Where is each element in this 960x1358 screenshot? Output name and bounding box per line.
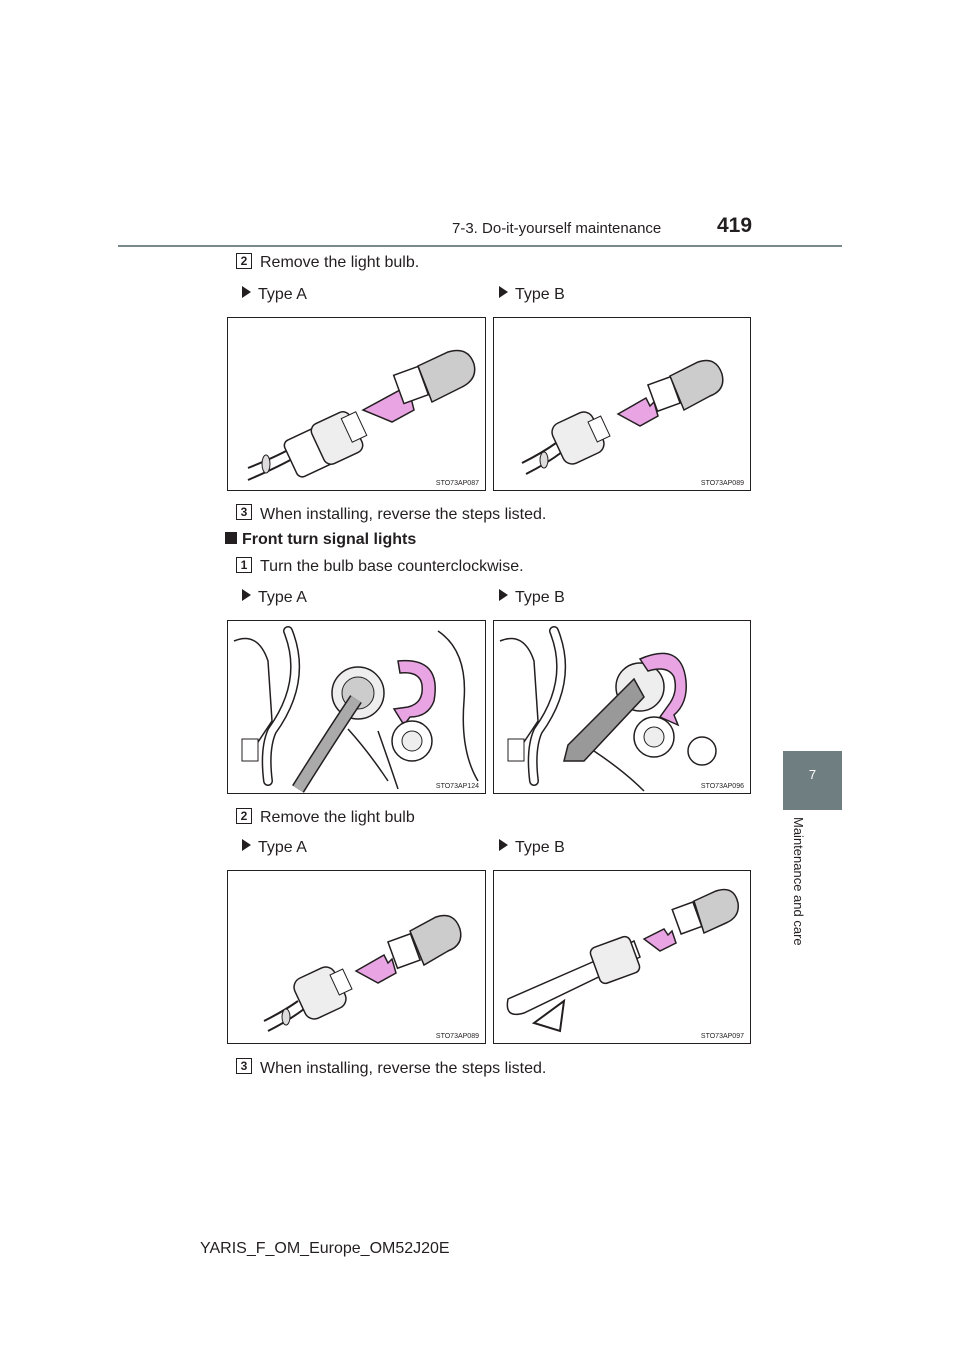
bulb-socket-illustration (228, 871, 485, 1043)
step-number-badge: 3 (236, 504, 252, 520)
engine-bay-illustration (494, 621, 750, 793)
figure-code: STO73AP089 (435, 1033, 479, 1040)
engine-bay-illustration (228, 621, 485, 793)
figure-code: STO73AP089 (700, 480, 744, 487)
bulb-socket-illustration (494, 871, 750, 1043)
bulb-socket-illustration (494, 318, 750, 490)
figure-rotate-base-type-a (227, 620, 486, 794)
chapter-label (790, 817, 806, 1017)
page-number: 419 (717, 214, 753, 237)
triangle-bullet-icon (499, 589, 508, 601)
figure-code: STO73AP096 (700, 783, 744, 790)
step-text: Remove the light bulb (260, 809, 415, 826)
header-rule (118, 245, 842, 247)
document-footer: YARIS_F_OM_Europe_OM52J20E (200, 1240, 450, 1257)
step-text: When installing, reverse the steps listed. (260, 506, 547, 523)
type-a-label (242, 589, 307, 607)
square-bullet-icon (225, 532, 237, 544)
type-b-text: Type B (515, 839, 565, 856)
bulb-socket-illustration (228, 318, 485, 490)
step-text: When installing, reverse the steps listed. (260, 1060, 547, 1077)
type-a-text: Type A (258, 589, 307, 606)
figure-rotate-base-type-b (493, 620, 751, 794)
type-b-text: Type B (515, 286, 565, 303)
chapter-label-text: Maintenance and care (791, 817, 806, 946)
triangle-bullet-icon (242, 839, 251, 851)
type-a-label (242, 839, 307, 857)
section-heading (225, 531, 416, 549)
figure-bulb-removal-type-b (493, 317, 751, 491)
step-number-badge: 2 (236, 253, 252, 269)
type-b-text: Type B (515, 589, 565, 606)
figure-bulb-removal-type-b (493, 870, 751, 1044)
figure-bulb-removal-type-a (227, 870, 486, 1044)
step-number-badge: 1 (236, 557, 252, 573)
step-text: Turn the bulb base counterclockwise. (260, 558, 524, 575)
type-b-label (499, 286, 565, 304)
step-text: Remove the light bulb. (260, 254, 420, 271)
triangle-bullet-icon (499, 286, 508, 298)
step-number-badge: 3 (236, 1058, 252, 1074)
triangle-bullet-icon (242, 286, 251, 298)
figure-bulb-removal-type-a (227, 317, 486, 491)
figure-code: STO73AP097 (700, 1033, 744, 1040)
type-a-text: Type A (258, 839, 307, 856)
type-a-label (242, 286, 307, 304)
type-a-text: Type A (258, 286, 307, 303)
type-b-label (499, 589, 565, 607)
triangle-bullet-icon (499, 839, 508, 851)
triangle-bullet-icon (242, 589, 251, 601)
figure-code: STO73AP087 (435, 480, 479, 487)
step-number-badge: 2 (236, 808, 252, 824)
header-section-title: 7-3. Do-it-yourself maintenance (452, 220, 662, 237)
section-heading-text: Front turn signal lights (242, 531, 417, 548)
figure-code: STO73AP124 (435, 783, 479, 790)
type-b-label (499, 839, 565, 857)
chapter-number: 7 (808, 767, 817, 782)
